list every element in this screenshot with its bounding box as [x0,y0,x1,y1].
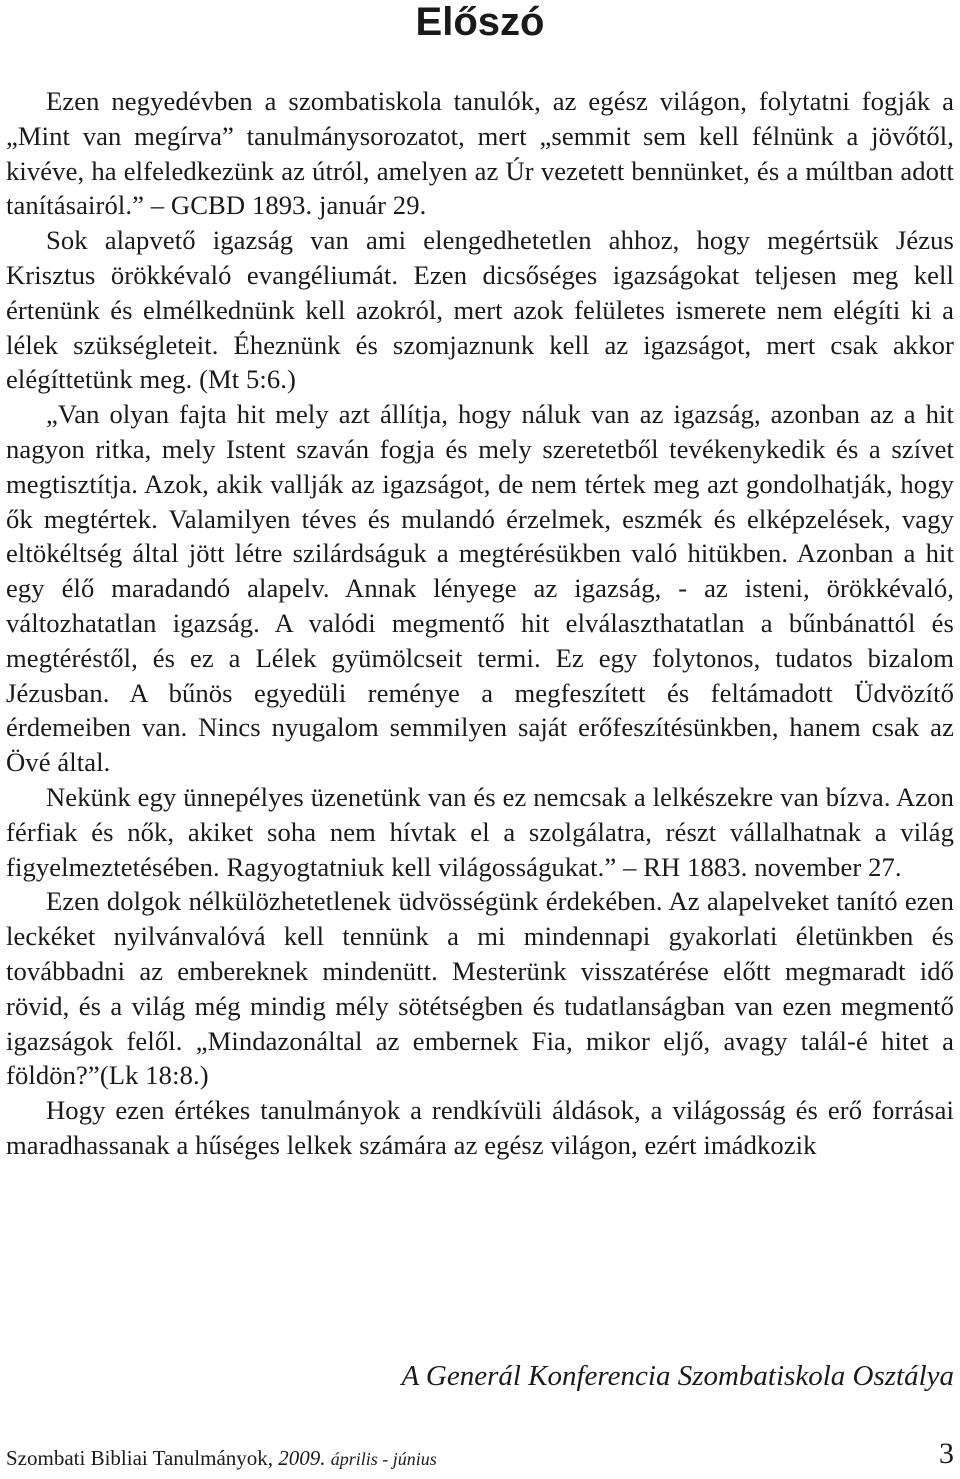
body-text [6,84,954,1163]
paragraph-2: Sok alapvető igazság van ami elengedhetetlen ahhoz, hogy megértsük Jézus Krisztus örökkévaló evangéliumát. Ezen dicsőséges igazságokat teljesen meg kell értenünk és elmélkednünk kell azokról, mert azok felületes ismerete nem elégíti ki a lélek szükségleteit. Éheznünk és szomjaznunk kell az igazságot, mert csak akkor elégíttetünk meg. (Mt 5:6.) [6,225,954,395]
paragraph-5: Ezen dolgok nélkülözhetetlenek üdvösségünk érdekében. Az alapelveket tanító ezen leckéket nyilvánvalóvá kell tennünk a mi mindennapi gyakorlati életünkben és továbbadni az embereknek mindenütt. Mesterünk visszatérése előtt megmaradt idő rövid, és a világ még mindig mély sötétségben és tudatlanságban van ezen megmentő igazságok felől. „Mindazonáltal az embernek Fia, mikor eljő, avagy talál-é hitet a földön?”(Lk 18:8.) [6,886,954,1091]
paragraph-4: Nekünk egy ünnepélyes üzenetünk van és ez nemcsak a lelkészekre van bízva. Azon férfiak és nők, akiket soha nem hívtak el a szolgálatra, részt vállalhatnak a világ figyelmeztetésében. Ragyogtatniuk kell világosságukat.” – RH 1883. november 27. [6,781,954,882]
footer-year: 2009. [278,1446,326,1470]
page-title: Előszó [415,0,545,44]
signature: A Generál Konferencia Szombatiskola Osztálya [401,1360,954,1392]
footer-quarter: április - június [330,1449,437,1469]
footer-publication [6,1446,437,1470]
footer-publication-title: Szombati Bibliai Tanulmányok, [6,1446,274,1470]
paragraph-1: Ezen negyedévben a szombatiskola tanulók, az egész világon, folytatni fogják a „Mint van megírva” tanulmánysorozatot, mert „semmit sem kell félnünk a jövőtől, kivéve, ha elfeledkezünk az útról, amelyen az Úr vezetett bennünket, és a múltban adott tanításairól.” – GCBD 1893. január 29. [6,86,954,221]
paragraph-6: Hogy ezen értékes tanulmányok a rendkívüli áldások, a világosság és erő forrásai maradhassanak a hűséges lelkek számára az egész világon, ezért imádkozik [6,1095,954,1160]
page-number: 3 [939,1437,954,1470]
page-footer [6,1437,954,1473]
paragraph-3: „Van olyan fajta hit mely azt állítja, hogy náluk van az igazság, azonban az a hit nagyon ritka, mely Istent szaván fogja és mely szeretetből tevékenykedik és a szívet megtisztítja. Azok, akik vallják az igazságot, de nem tértek meg azt gondolhatják, hogy ők megtértek. Valamilyen téves és mulandó érzelmek, eszmék és elképzelések, vagy eltökéltség által jött létre szilárdságuk a megtérésükben való hitükben. Azonban a hit egy élő maradandó alapelv. Annak lényege az igazság, - az isteni, örökkévaló, változhatatlan igazság. A valódi megmentő hit elválaszthatatlan a bűnbánattól és megtéréstől, és ez a Lélek gyümölcseit termi. Ez egy folytonos, tudatos bizalom Jézusban. A bűnös egyedüli reménye a megfeszített és feltámadott Üdvözítő érdemeiben van. Nincs nyugalom semmilyen saját erőfeszítésünkben, hanem csak az Övé által. [6,399,954,778]
